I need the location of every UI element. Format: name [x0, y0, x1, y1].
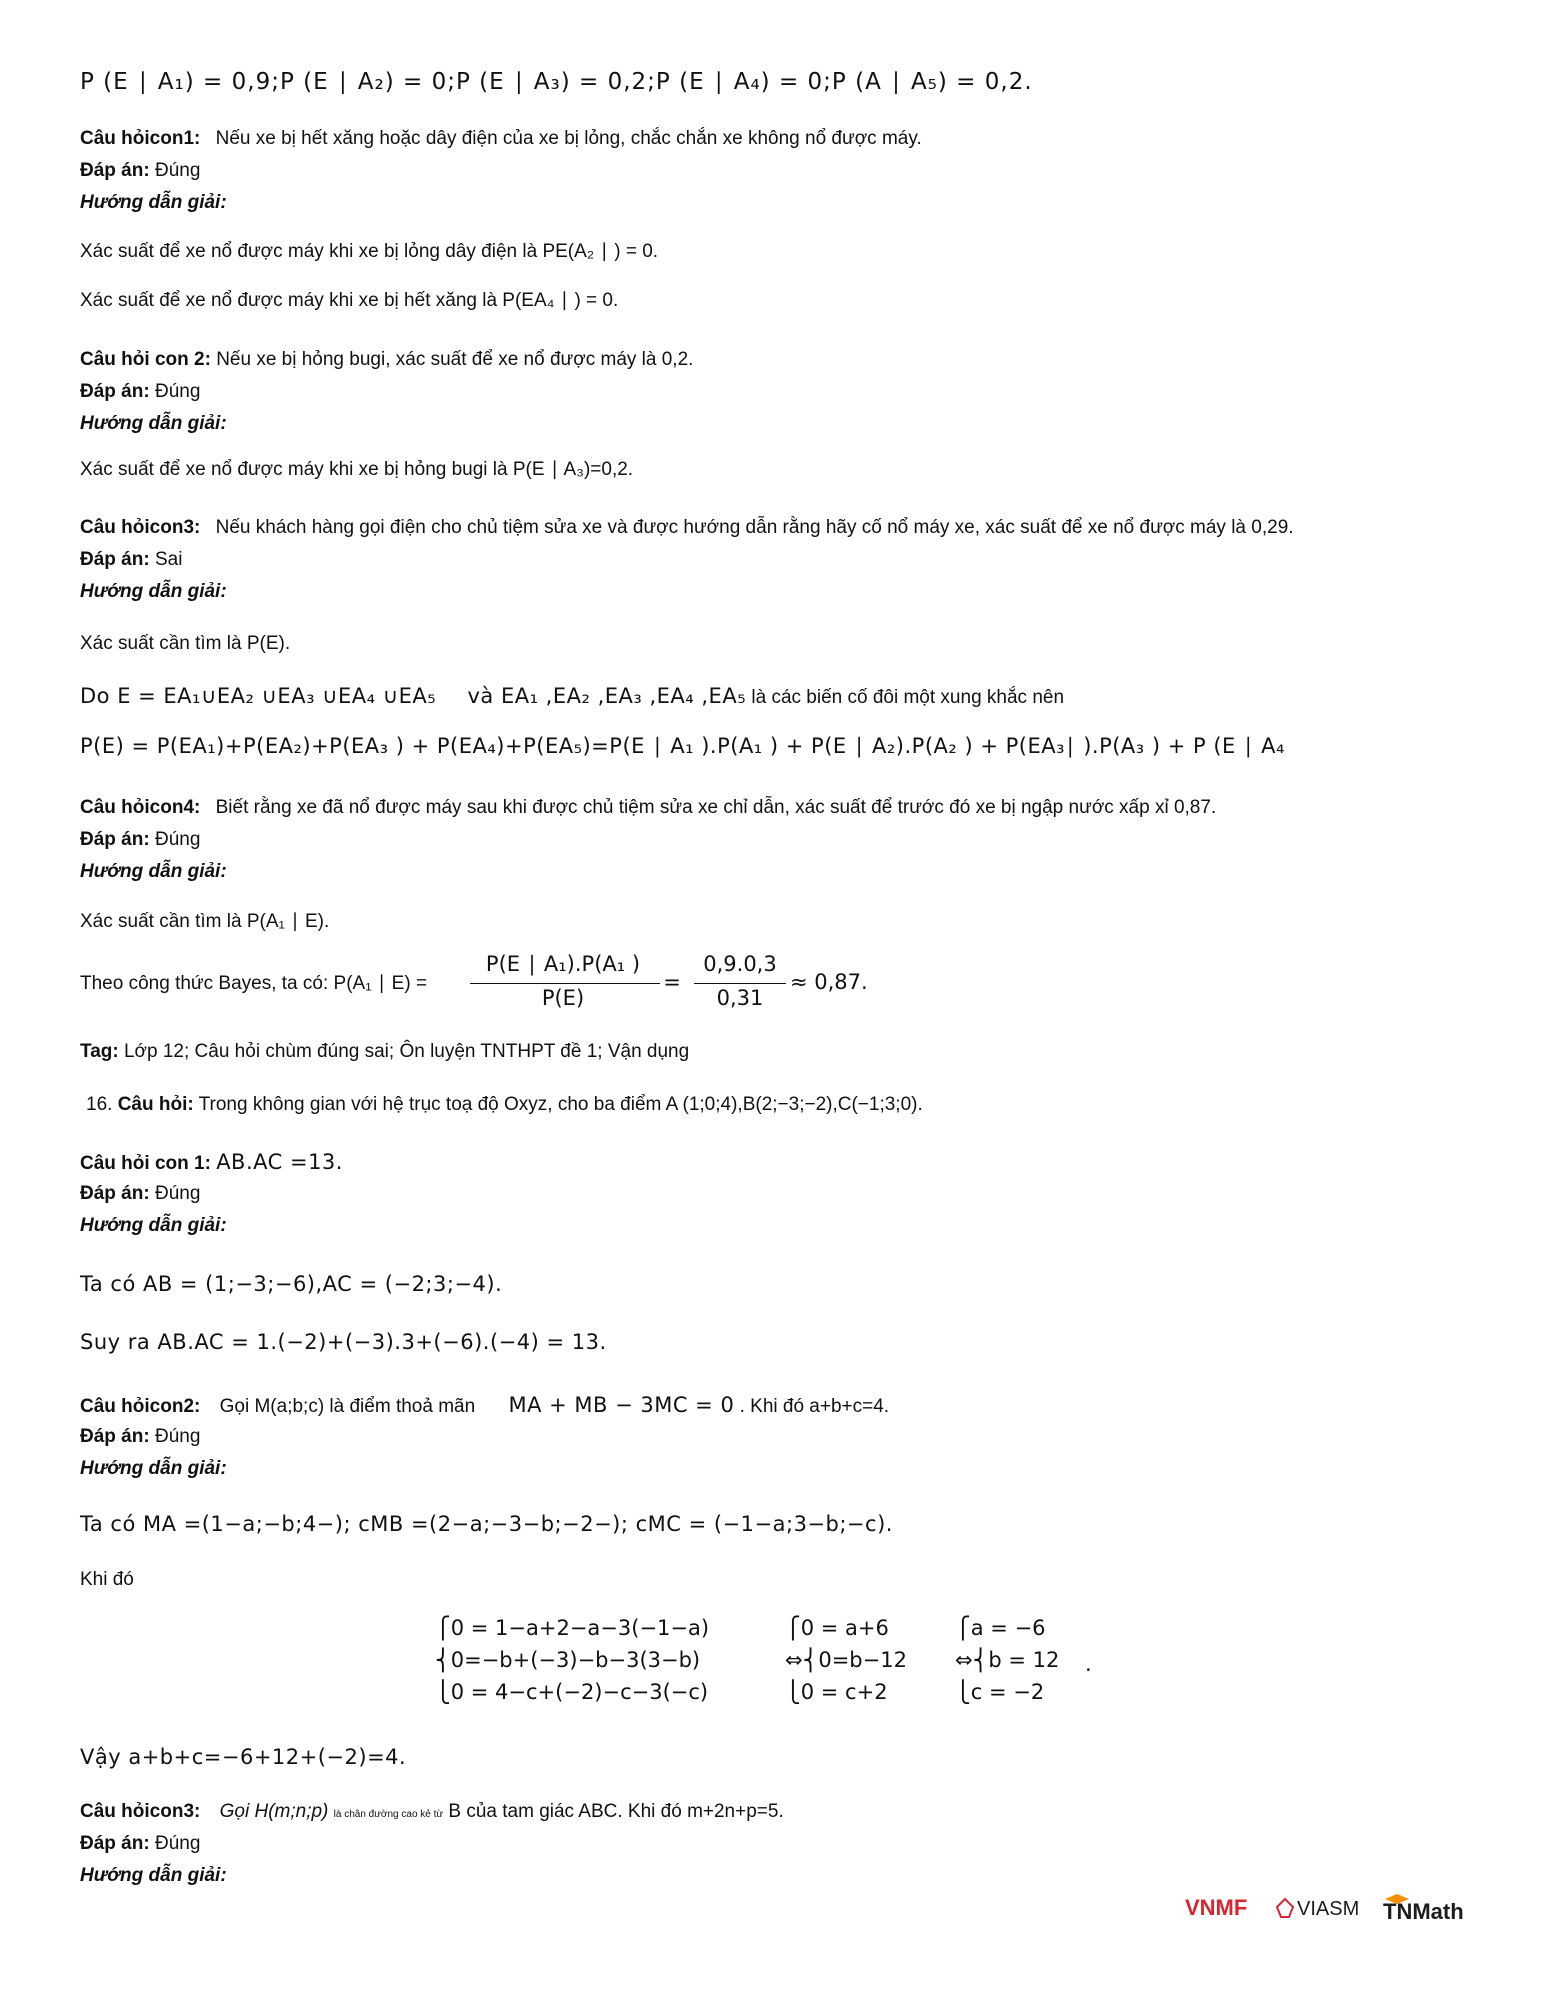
guide-label: Hướng dẫn giải:: [80, 581, 227, 602]
given-probabilities: P (E ∣ A₁) = 0,9;P (E ∣ A₂) = 0;P (E ∣ A₃) = 0,2;P (E ∣ A₄) = 0;P (A ∣ A₅) = 0,2.: [80, 69, 1033, 95]
math-expression: MA + MB − 3MC = 0: [508, 1393, 735, 1417]
subquestion-text-tail: B của tam giác ABC. Khi đó m+2n+p=5.: [448, 1801, 784, 1822]
subquestion-4: [80, 796, 1216, 820]
answer-value: Đúng: [154, 1183, 201, 1204]
answer-value: Đúng: [154, 1426, 201, 1447]
viasm-logo: VIASM: [1297, 1898, 1360, 1920]
tag-text: Lớp 12; Câu hỏi chùm đúng sai; Ôn luyện TNTHPT đề 1; Vận dụng: [123, 1041, 690, 1062]
guide-text: [80, 684, 1064, 710]
subquestion-text: Nếu xe bị hết xăng hoặc dây điện của xe bị lỏng, chắc chắn xe không nổ được máy.: [215, 128, 922, 149]
guide-label: Hướng dẫn giải:: [80, 1215, 227, 1236]
fraction-numerator: 0,9.0,3: [703, 952, 777, 976]
equation-system: ⎧0 = 1−a+2−a−3(−1−a) ⎨0=−b+(−3)−b−3(3−b) ⎩0 = 4−c+(−2)−c−3(−c): [435, 1616, 710, 1704]
guide-label: Hướng dẫn giải:: [80, 861, 227, 882]
subquestion-text: Nếu khách hàng gọi điện cho chủ tiệm sửa xe và được hướng dẫn rằng hãy cố nổ máy xe, xác suất để xe nổ được máy là 0,29.: [215, 517, 1294, 538]
math-expression: P(E) = P(EA₁)+P(EA₂)+P(EA₃ ) + P(EA₄)+P(EA₅)=P(E ∣ A₁ ).P(A₁ ) + P(E ∣ A₂).P(A₂ ) + P(EA₃∣ ).P(A₃ ) + P (E ∣ A₄: [80, 734, 1285, 758]
fraction-bar: [694, 983, 786, 984]
guide-text: Xác suất để xe nổ được máy khi xe bị lỏng dây điện là PE(A₂ ∣ ) = 0.: [80, 241, 659, 262]
guide-text: Xác suất cần tìm là P(E).: [80, 633, 291, 654]
fraction-denominator: 0,31: [716, 986, 764, 1010]
subquestion-small-text: là chân đường cao kẻ từ: [333, 1809, 444, 1820]
guide-text-tail: là các biến cố đôi một xung khắc nên: [751, 687, 1065, 708]
subquestion-text: Gọi H(m;n;p): [219, 1801, 329, 1822]
equation-system: ⎧0 = a+6 ⇔⎨0=b−12 ⎩0 = c+2: [785, 1616, 907, 1704]
vnmf-logo: VNMF: [1185, 1895, 1248, 1920]
answer-label: Đáp án:: [80, 1833, 150, 1854]
answer-value: Đúng: [154, 1833, 201, 1854]
subquestion-text: Gọi M(a;b;c) là điểm thoả mãn: [219, 1396, 476, 1417]
fraction-denominator: P(E): [541, 986, 585, 1010]
answer-line: [80, 159, 200, 183]
answer-label: Đáp án:: [80, 381, 150, 402]
approx-result: ≈ 0,87.: [790, 970, 868, 994]
viasm-logo-mark: [1277, 1899, 1293, 1917]
subquestion-label: Câu hỏicon2:: [80, 1396, 201, 1417]
answer-value: Đúng: [154, 381, 201, 402]
subquestion-label: Câu hỏi con 1:: [80, 1153, 211, 1174]
subquestion-2: [80, 348, 693, 372]
answer-line: [80, 1425, 200, 1449]
subquestion-label: Câu hỏicon4:: [80, 797, 201, 818]
guide-text: Xác suất để xe nổ được máy khi xe bị hỏng bugi là P(E ∣ A₃)=0,2.: [80, 459, 634, 480]
fraction-bar: [470, 983, 660, 984]
guide-text: Xác suất để xe nổ được máy khi xe bị hết xăng là P(EA₄ ∣ ) = 0.: [80, 290, 619, 311]
answer-line: [80, 380, 200, 404]
guide-label: Hướng dẫn giải:: [80, 1458, 227, 1479]
math-expression: Ta có AB = (1;−3;−6),AC = (−2;3;−4).: [80, 1272, 503, 1296]
subquestion-3: [80, 516, 1294, 540]
guide-text: Xác suất cần tìm là P(A₁ ∣ E).: [80, 911, 330, 932]
subquestion-label: Câu hỏicon1:: [80, 128, 201, 149]
math-expression: Vậy a+b+c=−6+12+(−2)=4.: [80, 1745, 407, 1769]
bayes-prefix: Theo công thức Bayes, ta có: P(A₁ ∣ E) =: [80, 973, 428, 994]
question-16: [86, 1093, 923, 1117]
subquestion-label: Câu hỏi con 2:: [80, 349, 211, 370]
period: .: [1085, 1652, 1092, 1676]
subquestion-text: Nếu xe bị hỏng bugi, xác suất để xe nổ được máy là 0,2.: [216, 349, 694, 370]
footer-logos: [1185, 1893, 1475, 1933]
tag-label: Tag:: [80, 1041, 119, 1062]
equation-system: ⎧a = −6 ⇔⎨b = 12 ⎩c = −2: [955, 1616, 1060, 1704]
math-expression: Do E = EA₁∪EA₂ ∪EA₃ ∪EA₄ ∪EA₅: [80, 684, 437, 708]
subquestion-2: [80, 1393, 889, 1419]
subquestion-1: [80, 1150, 343, 1176]
fraction-numerator: P(E ∣ A₁).P(A₁ ): [485, 952, 641, 976]
question-label: Câu hỏi:: [117, 1094, 194, 1115]
subquestion-label: Câu hỏicon3:: [80, 1801, 201, 1822]
guide-label: Hướng dẫn giải:: [80, 192, 227, 213]
subquestion-text: AB.AC =13.: [216, 1150, 343, 1174]
answer-line: [80, 1832, 200, 1856]
answer-label: Đáp án:: [80, 549, 150, 570]
math-expression: Suy ra AB.AC = 1.(−2)+(−3).3+(−6).(−4) = 13.: [80, 1330, 607, 1354]
answer-label: Đáp án:: [80, 160, 150, 181]
math-expression: Ta có MA =(1−a;−b;4−); cMB =(2−a;−3−b;−2−); cMC = (−1−a;3−b;−c).: [80, 1512, 893, 1536]
guide-label: Hướng dẫn giải:: [80, 413, 227, 434]
tag-line: [80, 1040, 689, 1064]
answer-value: Đúng: [154, 829, 201, 850]
question-number: 16.: [86, 1094, 113, 1115]
answer-line: [80, 1182, 200, 1206]
equals-sign: =: [663, 970, 681, 994]
answer-label: Đáp án:: [80, 829, 150, 850]
math-expression: và EA₁ ,EA₂ ,EA₃ ,EA₄ ,EA₅: [467, 684, 747, 708]
logos-graphic: [1185, 1893, 1475, 1933]
answer-value: Đúng: [154, 160, 201, 181]
tnmath-logo: TNMath: [1383, 1899, 1464, 1924]
guide-text: Khi đó: [80, 1569, 134, 1590]
answer-value: Sai: [154, 549, 183, 570]
subquestion-1: [80, 127, 922, 151]
answer-label: Đáp án:: [80, 1183, 150, 1204]
answer-line: [80, 828, 200, 852]
answer-line: [80, 548, 182, 572]
question-text: Trong không gian với hệ trục toạ độ Oxyz, cho ba điểm A (1;0;4),B(2;−3;−2),C(−1;3;0).: [198, 1094, 923, 1115]
guide-label: Hướng dẫn giải:: [80, 1865, 227, 1886]
subquestion-text-tail: . Khi đó a+b+c=4.: [739, 1396, 890, 1417]
subquestion-text: Biết rằng xe đã nổ được máy sau khi được chủ tiệm sửa xe chỉ dẫn, xác suất để trước đó xe bị ngập nước xấp xỉ 0,87.: [215, 797, 1217, 818]
subquestion-label: Câu hỏicon3:: [80, 517, 201, 538]
answer-label: Đáp án:: [80, 1426, 150, 1447]
subquestion-3: [80, 1800, 784, 1827]
